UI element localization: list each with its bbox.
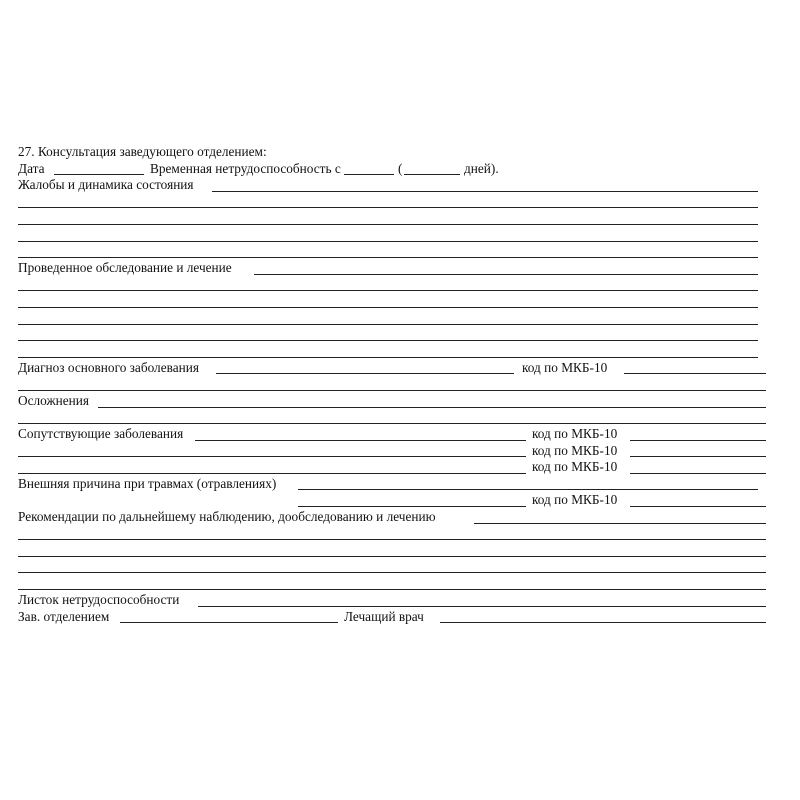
main-diagnosis-line bbox=[18, 376, 766, 393]
date-field[interactable] bbox=[54, 174, 144, 175]
complaints-line bbox=[18, 244, 766, 261]
examination-label: Проведенное обследование и лечение bbox=[18, 260, 232, 276]
open-paren: ( bbox=[398, 160, 403, 176]
head-label: Зав. отделением bbox=[18, 608, 110, 624]
complications-row bbox=[18, 393, 766, 410]
recommendations-line bbox=[18, 559, 766, 576]
external-cause-icd-field[interactable] bbox=[630, 506, 766, 507]
external-cause-line-field[interactable] bbox=[298, 506, 526, 507]
recommendations-line bbox=[18, 542, 766, 559]
comorbidities-label: Сопутствующие заболевания bbox=[18, 426, 184, 442]
examination-line bbox=[18, 327, 766, 344]
sick-leave-label: Листок нетрудоспособности bbox=[18, 592, 180, 608]
complaints-row bbox=[18, 177, 766, 194]
sick-leave-field[interactable] bbox=[198, 606, 766, 607]
form-title-row bbox=[18, 144, 766, 161]
head-signature-field[interactable] bbox=[120, 622, 338, 623]
icd-label: код по МКБ-10 bbox=[532, 426, 618, 442]
icd-label: код по МКБ-10 bbox=[532, 492, 618, 508]
complaints-line bbox=[18, 227, 766, 244]
disability-label: Временная нетрудоспособность с bbox=[150, 160, 341, 176]
comorbidity-icd-field[interactable] bbox=[630, 456, 766, 457]
recommendations-row bbox=[18, 509, 766, 526]
complaints-line-field[interactable] bbox=[18, 224, 758, 225]
recommendations-line-field[interactable] bbox=[18, 539, 766, 540]
icd-label: код по МКБ-10 bbox=[532, 442, 618, 458]
complaints-line bbox=[18, 194, 766, 211]
doctor-signature-field[interactable] bbox=[440, 622, 766, 623]
date-row bbox=[18, 161, 766, 178]
complaints-line-field[interactable] bbox=[18, 257, 758, 258]
comorbidities-row bbox=[18, 426, 766, 443]
complaints-label: Жалобы и динамика состояния bbox=[18, 177, 194, 193]
examination-line-field[interactable] bbox=[18, 357, 758, 358]
recommendations-line-field[interactable] bbox=[18, 556, 766, 557]
consultation-form bbox=[18, 144, 766, 625]
main-diagnosis-line-field[interactable] bbox=[18, 390, 766, 391]
date-label: Дата bbox=[18, 160, 45, 176]
recommendations-line bbox=[18, 575, 766, 592]
complaints-field[interactable] bbox=[212, 191, 758, 192]
complications-label: Осложнения bbox=[18, 392, 90, 408]
days-label: дней). bbox=[464, 160, 499, 176]
main-diagnosis-row bbox=[18, 360, 766, 377]
external-cause-label: Внешняя причина при травмах (отравлениях) bbox=[18, 475, 277, 491]
complications-line bbox=[18, 410, 766, 427]
comorbidities-line bbox=[18, 459, 766, 476]
examination-line-field[interactable] bbox=[18, 307, 758, 308]
main-icd-field[interactable] bbox=[624, 373, 766, 374]
main-diagnosis-field[interactable] bbox=[216, 373, 514, 374]
complaints-line-field[interactable] bbox=[18, 207, 758, 208]
examination-row bbox=[18, 260, 766, 277]
disability-start-field[interactable] bbox=[344, 174, 394, 175]
complaints-line-field[interactable] bbox=[18, 241, 758, 242]
disability-days-field[interactable] bbox=[404, 174, 460, 175]
main-diagnosis-label: Диагноз основного заболевания bbox=[18, 359, 199, 375]
recommendations-field[interactable] bbox=[474, 523, 766, 524]
comorbidity-icd-field[interactable] bbox=[630, 440, 766, 441]
icd-label: код по МКБ-10 bbox=[532, 459, 618, 475]
recommendations-line-field[interactable] bbox=[18, 589, 766, 590]
comorbidities-field[interactable] bbox=[195, 440, 526, 441]
complaints-line bbox=[18, 210, 766, 227]
comorbidity-icd-field[interactable] bbox=[630, 473, 766, 474]
comorbidities-line bbox=[18, 443, 766, 460]
complications-field[interactable] bbox=[98, 407, 766, 408]
external-cause-field[interactable] bbox=[298, 489, 758, 490]
sick-leave-row bbox=[18, 592, 766, 609]
comorbidities-line-field[interactable] bbox=[18, 456, 526, 457]
recommendations-line-field[interactable] bbox=[18, 572, 766, 573]
examination-line-field[interactable] bbox=[18, 340, 758, 341]
examination-line-field[interactable] bbox=[18, 324, 758, 325]
icd-label: код по МКБ-10 bbox=[522, 359, 608, 375]
examination-line bbox=[18, 293, 766, 310]
examination-line bbox=[18, 277, 766, 294]
signatures-row bbox=[18, 609, 766, 626]
comorbidities-line-field[interactable] bbox=[18, 473, 526, 474]
recommendations-line bbox=[18, 526, 766, 543]
external-cause-icd-row bbox=[18, 492, 766, 509]
examination-line bbox=[18, 343, 766, 360]
doctor-label: Лечащий врач bbox=[344, 608, 424, 624]
complications-line-field[interactable] bbox=[18, 423, 766, 424]
form-title: 27. Консультация заведующего отделением: bbox=[18, 144, 267, 159]
examination-field[interactable] bbox=[254, 274, 758, 275]
recommendations-label: Рекомендации по дальнейшему наблюдению, дообследованию и лечению bbox=[18, 509, 436, 525]
examination-line bbox=[18, 310, 766, 327]
examination-line-field[interactable] bbox=[18, 290, 758, 291]
external-cause-row bbox=[18, 476, 766, 493]
